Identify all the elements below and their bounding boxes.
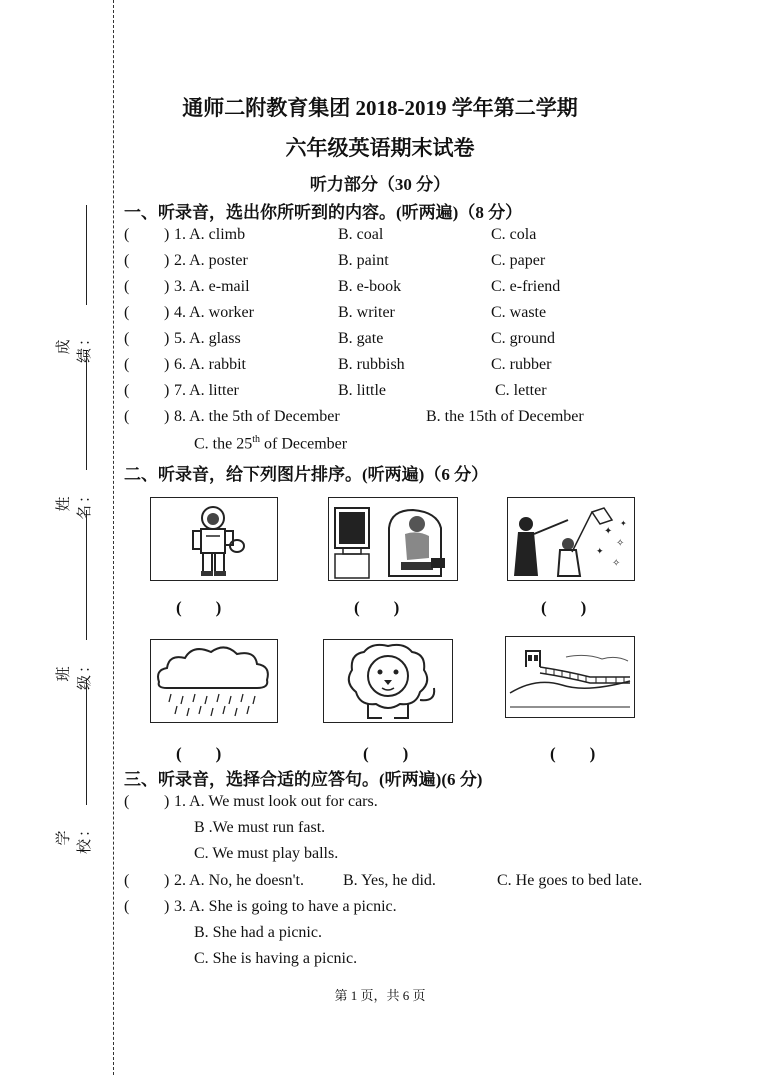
option-a: 5. A. glass	[174, 330, 241, 347]
svg-text:✦: ✦	[604, 526, 613, 537]
option-c	[194, 434, 347, 453]
school-line	[86, 680, 87, 805]
option-b: B. e-book	[338, 278, 402, 295]
svg-text:✦: ✦	[620, 519, 627, 528]
option-b: B. writer	[338, 304, 395, 321]
great-wall-picture	[505, 636, 635, 718]
option-a: 7. A. litter	[174, 382, 239, 399]
option-c: C. She is having a picnic.	[194, 950, 358, 967]
option-b: B. coal	[338, 226, 384, 243]
answer-paren-open[interactable]: (	[124, 872, 130, 889]
section1-title: 一、听录音，选出你所听到的内容。(听两遍)（8 分）	[124, 203, 523, 222]
option-c: C. He goes to bed late.	[497, 872, 643, 889]
answer-paren-open[interactable]: (	[124, 304, 130, 321]
answer-paren-close: )	[164, 226, 170, 243]
svg-text:✦: ✦	[596, 546, 604, 556]
svg-text:✧: ✧	[612, 558, 621, 569]
answer-blank[interactable]: ( )	[550, 744, 596, 763]
class-line	[86, 510, 87, 640]
answer-paren-open[interactable]: (	[124, 278, 130, 295]
option-c: C. paper	[491, 252, 546, 269]
class-label: 班级：	[56, 656, 93, 691]
option-c: C. letter	[495, 382, 547, 399]
option-a: 1. A. climb	[174, 226, 246, 243]
answer-blank[interactable]: ( )	[354, 598, 400, 617]
part-title: 听力部分（30 分）	[309, 175, 451, 194]
answer-paren-close: )	[164, 356, 170, 373]
answer-paren-close: )	[164, 330, 170, 347]
page-footer: 第 1 页，共 6 页	[334, 988, 426, 1003]
answer-paren-open[interactable]: (	[124, 252, 130, 269]
option-c: C. ground	[491, 330, 555, 347]
option-a: 2. A. No, he doesn't.	[174, 872, 304, 889]
option-a: 3. A. She is going to have a picnic.	[174, 898, 397, 915]
answer-paren-open[interactable]: (	[124, 382, 130, 399]
name-label: 姓名：	[56, 486, 93, 521]
option-b: B. rubbish	[338, 356, 405, 373]
exam-title: 通师二附教育集团 2018-2019 学年第二学期	[182, 96, 578, 120]
option-c: C. cola	[491, 226, 537, 243]
answer-paren-open[interactable]: (	[124, 226, 130, 243]
option-b: B. She had a picnic.	[194, 924, 322, 941]
option-c: C. e-friend	[491, 278, 561, 295]
woman-on-sofa-picture	[328, 497, 458, 581]
option-c-post: of December	[260, 435, 348, 453]
section3-title: 三、听录音，选择合适的应答句。(听两遍)(6 分)	[124, 770, 483, 789]
answer-paren-close: )	[164, 382, 170, 399]
option-a: 8. A. the 5th of December	[174, 408, 340, 425]
option-c: C. We must play balls.	[194, 845, 339, 862]
option-a: 1. A. We must look out for cars.	[174, 793, 378, 810]
answer-blank[interactable]: ( )	[541, 598, 587, 617]
answer-paren-open[interactable]: (	[124, 793, 130, 810]
answer-paren-close: )	[164, 252, 170, 269]
option-b: B. paint	[338, 252, 389, 269]
option-a: 6. A. rabbit	[174, 356, 246, 373]
answer-blank[interactable]: ( )	[176, 744, 222, 763]
option-b: B. gate	[338, 330, 384, 347]
option-c-pre: C. the 25	[194, 435, 253, 453]
answer-blank[interactable]: ( )	[176, 598, 222, 617]
answer-paren-close: )	[164, 793, 170, 810]
option-c: C. rubber	[491, 356, 552, 373]
fireworks-picture	[507, 497, 635, 581]
option-b: B. the 15th of December	[426, 408, 584, 425]
option-a: 2. A. poster	[174, 252, 248, 269]
exam-subtitle: 六年级英语期末试卷	[285, 136, 475, 160]
lion-picture	[323, 639, 453, 723]
rain-cloud-picture	[150, 639, 278, 723]
answer-paren-close: )	[164, 278, 170, 295]
answer-paren-open[interactable]: (	[124, 356, 130, 373]
option-c-sup: th	[252, 434, 260, 445]
name-line	[86, 350, 87, 470]
score-line	[86, 205, 87, 305]
option-b: B. little	[338, 382, 386, 399]
option-b: B. Yes, he did.	[343, 872, 436, 889]
answer-paren-close: )	[164, 304, 170, 321]
answer-paren-close: )	[164, 408, 170, 425]
astronaut-picture	[150, 497, 278, 581]
score-label: 成绩：	[56, 329, 93, 364]
answer-paren-close: )	[164, 872, 170, 889]
answer-paren-open[interactable]: (	[124, 408, 130, 425]
section2-title: 二、听录音，给下列图片排序。(听两遍)（6 分）	[124, 465, 489, 484]
answer-paren-close: )	[164, 898, 170, 915]
school-label: 学校：	[56, 820, 93, 855]
option-a: 4. A. worker	[174, 304, 254, 321]
answer-paren-open[interactable]: (	[124, 898, 130, 915]
svg-text:✧: ✧	[616, 538, 625, 549]
option-c: C. waste	[491, 304, 547, 321]
option-a: 3. A. e-mail	[174, 278, 250, 295]
answer-paren-open[interactable]: (	[124, 330, 130, 347]
option-b: B .We must run fast.	[194, 819, 326, 836]
answer-blank[interactable]: ( )	[363, 744, 409, 763]
